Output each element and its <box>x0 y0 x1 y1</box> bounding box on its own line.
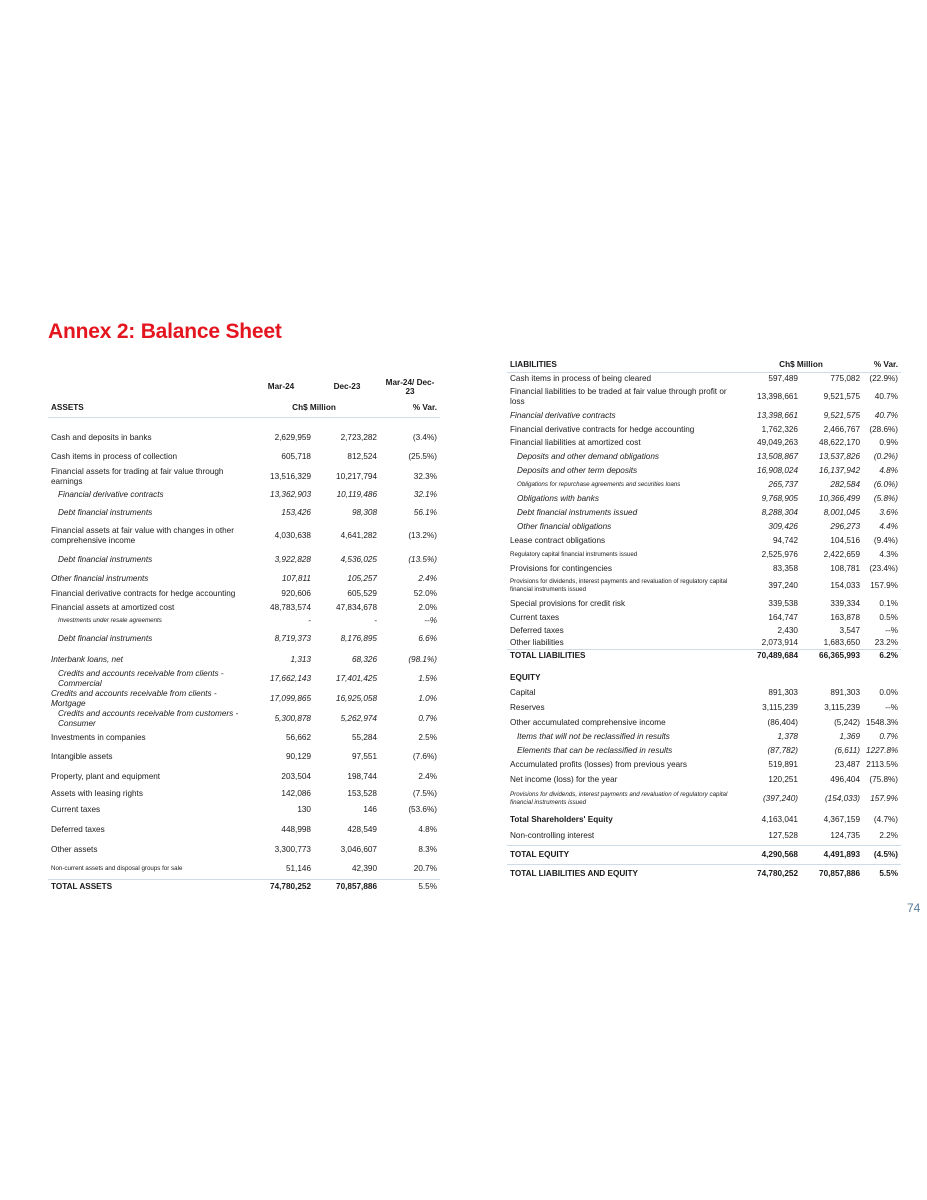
total-assets-row: TOTAL ASSETS 74,780,252 70,857,886 5.5% <box>48 879 440 894</box>
table-row: Financial assets for trading at fair value through earnings 13,516,329 10,217,794 32.3% <box>51 467 437 486</box>
table-row: Financial derivative contracts 13,362,903 10,119,486 32.1% <box>58 490 437 499</box>
table-row: Lease contract obligations 94,742 104,516 (9.4%) <box>510 536 899 545</box>
assets-section-header-row <box>48 399 440 417</box>
column-header-variation: Mar-24/ Dec-23 <box>385 378 435 396</box>
table-row: Debt financial instruments 153,426 98,308 56.1% <box>58 508 437 517</box>
table-row: Credits and accounts receivable from clients - Commercial 17,662,143 17,401,425 1.5% <box>58 669 437 688</box>
table-row: Provisions for contingencies 83,358 108,781 (23.4%) <box>510 563 899 573</box>
assets-section-label: ASSETS <box>48 399 248 417</box>
liabilities-section-header-row <box>507 359 901 372</box>
table-row: Investments under resale agreements - - --% <box>58 616 437 625</box>
liabilities-section-label: LIABILITIES <box>507 359 739 372</box>
table-row: Current taxes 130 146 (53.6%) <box>51 805 437 814</box>
total-equity-row: TOTAL EQUITY 4,290,568 4,491,893 (4.5%) <box>507 845 901 864</box>
table-row: Deposits and other demand obligations 13,508,867 13,537,826 (0.2%) <box>517 452 899 461</box>
table-row: Investments in companies 56,662 55,284 2.5% <box>51 733 437 742</box>
table-row: Deferred taxes 448,998 428,549 4.8% <box>51 825 437 834</box>
table-row: Other financial obligations 309,426 296,273 4.4% <box>517 522 899 531</box>
table-row: Provisions for dividends, interest payments and revaluation of regulatory capital financial instruments issued 397,240 154,033 157.9% <box>510 577 899 593</box>
table-row: Financial assets at amortized cost 48,783,574 47,834,678 2.0% <box>51 603 437 612</box>
table-row: Financial derivative contracts 13,398,661 9,521,575 40.7% <box>510 410 899 420</box>
table-row: Accumulated profits (losses) from previous years 519,891 23,487 2113.5% <box>510 760 899 769</box>
table-row: Items that will not be reclassified in results 1,378 1,369 0.7% <box>517 732 899 741</box>
table-row: Other accumulated comprehensive income (86,404) (5,242) 1548.3% <box>510 717 899 727</box>
table-row: Provisions for dividends, interest payments and revaluation of regulatory capital financial instruments issued (397,240) (154,033) 157.9% <box>510 791 899 806</box>
assets-table <box>48 375 440 894</box>
assets-var-label: % Var. <box>380 399 440 417</box>
equity-section-header-row <box>507 671 901 685</box>
table-row: Regulatory capital financial instruments issued 2,525,976 2,422,659 4.3% <box>510 550 899 559</box>
table-row: Interbank loans, net 1,313 68,326 (98.1%) <box>51 655 437 664</box>
table-row: Special provisions for credit risk 339,538 339,334 0.1% <box>510 598 899 608</box>
assets-column-header-row <box>48 375 440 399</box>
table-row: Property, plant and equipment 203,504 198,744 2.4% <box>51 771 437 781</box>
table-row: Financial derivative contracts for hedge accounting 1,762,326 2,466,767 (28.6%) <box>510 424 899 434</box>
table-row: Deposits and other term deposits 16,908,024 16,137,942 4.8% <box>517 466 899 475</box>
equity-section-label: EQUITY <box>510 673 541 682</box>
liabilities-var-label: % Var. <box>863 359 901 372</box>
table-row: Current taxes 164,747 163,878 0.5% <box>510 612 899 622</box>
table-row: Deferred taxes 2,430 3,547 --% <box>510 625 899 635</box>
column-header-mar24: Mar-24 <box>267 382 295 391</box>
table-row: Credits and accounts receivable from customers - Consumer 5,300,878 5,262,974 0.7% <box>58 709 437 728</box>
table-row: Cash and deposits in banks 2,629,959 2,723,282 (3.4%) <box>51 432 437 442</box>
table-row: Reserves 3,115,239 3,115,239 --% <box>510 702 899 712</box>
table-row: Financial derivative contracts for hedge accounting 920,606 605,529 52.0% <box>51 589 437 598</box>
table-row: Cash items in process of collection 605,718 812,524 (25.5%) <box>51 452 437 461</box>
liabilities-table <box>507 359 901 883</box>
table-row: Non-current assets and disposal groups for sale 51,146 42,390 20.7% <box>51 863 437 873</box>
table-row: Non-controlling interest 127,528 124,735 2.2% <box>510 831 899 841</box>
table-row: Debt financial instruments 3,922,828 4,536,025 (13.5%) <box>58 555 437 564</box>
table-row: Total Shareholders' Equity 4,163,041 4,367,159 (4.7%) <box>510 814 899 824</box>
table-row: Other assets 3,300,773 3,046,607 8.3% <box>51 845 437 854</box>
table-row: Net income (loss) for the year 120,251 496,404 (75.8%) <box>510 774 899 784</box>
table-row: Debt financial instruments 8,719,373 8,176,895 6.6% <box>58 634 437 643</box>
table-row: Financial assets at fair value with changes in other comprehensive income 4,030,638 4,641,282 (13.2%) <box>51 526 437 545</box>
table-row: Assets with leasing rights 142,086 153,528 (7.5%) <box>51 788 437 798</box>
column-header-dec23: Dec-23 <box>333 382 361 391</box>
table-row: Intangible assets 90,129 97,551 (7.6%) <box>51 752 437 761</box>
table-row: Financial liabilities at amortized cost 49,049,263 48,622,170 0.9% <box>510 438 899 447</box>
liabilities-unit-label: Ch$ Million <box>739 359 863 372</box>
table-row: Financial liabilities to be traded at fair value through profit or loss 13,398,661 9,521,575 40.7% <box>510 387 899 406</box>
table-row: Credits and accounts receivable from clients - Mortgage 17,099,865 16,925,058 1.0% <box>51 689 437 708</box>
table-row: Other liabilities 2,073,914 1,683,650 23.2% <box>510 637 899 647</box>
table-row: Debt financial instruments issued 8,288,304 8,001,045 3.6% <box>517 508 899 517</box>
total-liabilities-equity-row: TOTAL LIABILITIES AND EQUITY 74,780,252 70,857,886 5.5% <box>507 864 901 883</box>
table-row: Elements that can be reclassified in results (87,782) (6,611) 1227.8% <box>517 746 899 755</box>
table-row: Other financial instruments 107,811 105,257 2.4% <box>51 574 437 583</box>
table-row: Obligations for repurchase agreements and securities loans 265,737 282,584 (6.0%) <box>517 480 899 489</box>
table-row: Cash items in process of being cleared 597,489 775,082 (22.9%) <box>510 374 899 384</box>
page-number: 74 <box>907 901 921 915</box>
table-row: Obligations with banks 9,768,905 10,366,499 (5.8%) <box>517 494 899 503</box>
page-title: Annex 2: Balance Sheet <box>48 320 282 343</box>
assets-unit-label: Ch$ Million <box>248 399 380 417</box>
table-row: Capital 891,303 891,303 0.0% <box>510 687 899 697</box>
total-liabilities-row: TOTAL LIABILITIES 70,489,684 66,365,993 6.2% <box>507 649 901 663</box>
